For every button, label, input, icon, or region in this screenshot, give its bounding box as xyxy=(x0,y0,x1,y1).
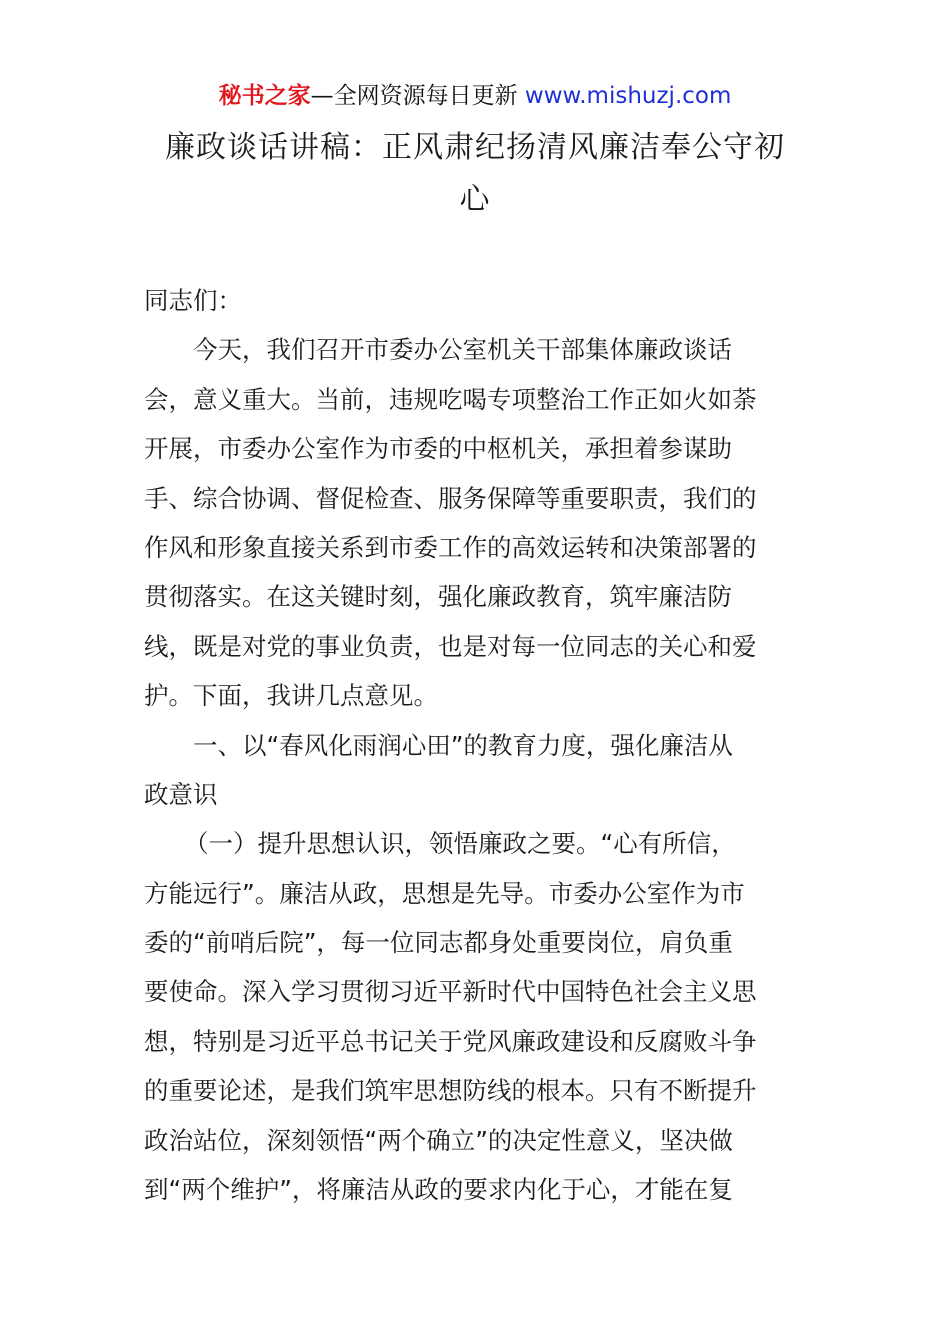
paragraph-line: 到“两个维护”，将廉洁从政的要求内化于心，才能在复 xyxy=(144,1175,733,1205)
paragraph-line: 作风和形象直接关系到市委工作的高效运转和决策部署的 xyxy=(144,532,757,562)
paragraph-line: 线，既是对党的事业负责，也是对每一位同志的关心和爱 xyxy=(144,631,757,661)
document-body xyxy=(144,276,810,1214)
paragraph-line: 委的“前哨后院”，每一位同志都身处重要岗位，肩负重 xyxy=(144,928,733,958)
paragraph-line: 的重要论述，是我们筑牢思想防线的根本。只有不断提升 xyxy=(144,1076,757,1106)
paragraph-line: 想，特别是习近平总书记关于党风廉政建设和反腐败斗争 xyxy=(144,1026,757,1056)
paragraph-line: 政治站位，深刻领悟“两个确立”的决定性意义，坚决做 xyxy=(144,1125,733,1155)
paragraph-line: 贯彻落实。在这关键时刻，强化廉政教育，筑牢廉洁防 xyxy=(144,582,732,612)
paragraph-line: 方能远行”。廉洁从政，思想是先导。市委办公室作为市 xyxy=(144,878,745,908)
paragraph-line: 护。下面，我讲几点意见。 xyxy=(144,681,438,711)
salutation: 同志们： xyxy=(144,286,242,315)
site-brand: 秘书之家 xyxy=(218,83,311,109)
paragraph-line: 会，意义重大。当前，违规吃喝专项整治工作正如火如荼 xyxy=(144,384,757,414)
paragraph-line: （一）提升思想认识，领悟廉政之要。“心有所信， xyxy=(184,829,736,859)
site-header xyxy=(0,78,950,114)
paragraph-line: 开展，市委办公室作为市委的中枢机关，承担着参谋助 xyxy=(144,434,732,464)
paragraph-line: 要使命。深入学习贯彻习近平新时代中国特色社会主义思 xyxy=(144,977,757,1007)
title-line: 心 xyxy=(459,182,491,217)
section-heading-line: 政意识 xyxy=(144,779,218,809)
section-heading-line: 一、以“春风化雨润心田”的教育力度，强化廉洁从 xyxy=(193,730,733,760)
document-title xyxy=(140,122,810,226)
paragraph-line: 手、综合协调、督促检查、服务保障等重要职责，我们的 xyxy=(144,483,757,513)
title-line: 廉政谈话讲稿：正风肃纪扬清风廉洁奉公守初 xyxy=(165,130,785,165)
site-url[interactable]: www.mishuzj.com xyxy=(524,83,732,109)
paragraph-line: 今天，我们召开市委办公室机关干部集体廉政谈话 xyxy=(193,335,732,365)
site-tagline: —全网资源每日更新 xyxy=(310,83,525,109)
